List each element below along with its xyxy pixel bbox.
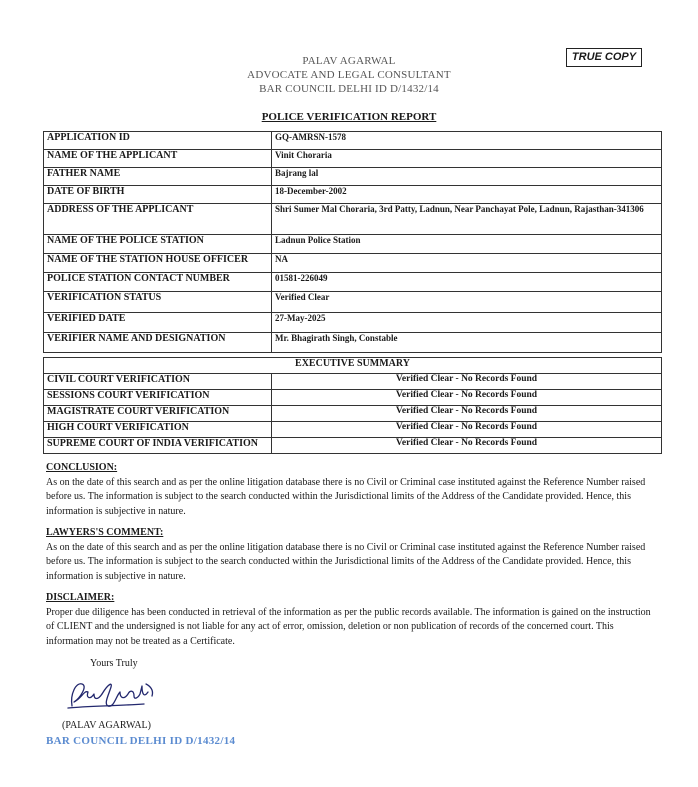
- table-row: [44, 292, 662, 313]
- detail-label: ADDRESS OF THE APPLICANT: [44, 204, 272, 235]
- table-row: [44, 333, 662, 353]
- detail-label: APPLICATION ID: [44, 132, 272, 150]
- disclaimer-text: Proper due diligence has been conducted in retrieval of the information as per the public records available. The information is gained on the instruction of CLIENT and the undersigned is not liable for any act of error, omission, deletion or non publication of records of the concerned court. This information may not be treated as a Certificate.: [46, 606, 651, 647]
- yours-truly: Yours Truly: [90, 658, 138, 669]
- detail-label: VERIFIER NAME AND DESIGNATION: [44, 333, 272, 353]
- summary-value: Verified Clear - No Records Found: [272, 406, 662, 422]
- report-title-text: POLICE VERIFICATION REPORT: [261, 111, 437, 123]
- table-row: [44, 406, 662, 422]
- detail-value: Mr. Bhagirath Singh, Constable: [272, 333, 662, 353]
- summary-header: EXECUTIVE SUMMARY: [44, 358, 662, 374]
- detail-label: DATE OF BIRTH: [44, 186, 272, 204]
- detail-value: Bajrang lal: [272, 168, 662, 186]
- detail-label: VERIFICATION STATUS: [44, 292, 272, 313]
- summary-value: Verified Clear - No Records Found: [272, 438, 662, 454]
- letterhead-bar-id: BAR COUNCIL DELHI ID D/1432/14: [259, 83, 439, 95]
- letterhead-name: PALAV AGARWAL: [302, 55, 396, 67]
- detail-value: 27-May-2025: [272, 313, 662, 333]
- signature-image: [64, 676, 160, 716]
- letterhead: [0, 54, 698, 96]
- lawyers-comment-section: [46, 526, 658, 584]
- disclaimer-heading: DISCLAIMER:: [46, 592, 115, 603]
- table-row: [44, 254, 662, 273]
- summary-value: Verified Clear - No Records Found: [272, 374, 662, 390]
- letterhead-title: ADVOCATE AND LEGAL CONSULTANT: [247, 69, 451, 81]
- table-row: [44, 235, 662, 254]
- table-row: [44, 204, 662, 235]
- executive-summary-table: [43, 357, 662, 454]
- table-row: [44, 390, 662, 406]
- table-row: [44, 358, 662, 374]
- true-copy-stamp: TRUE COPY: [566, 48, 642, 67]
- detail-label: NAME OF THE STATION HOUSE OFFICER: [44, 254, 272, 273]
- detail-label: POLICE STATION CONTACT NUMBER: [44, 273, 272, 292]
- lawyers-comment-heading: LAWYERS'S COMMENT:: [46, 527, 164, 538]
- table-row: [44, 168, 662, 186]
- detail-value: 18-December-2002: [272, 186, 662, 204]
- detail-label: NAME OF THE POLICE STATION: [44, 235, 272, 254]
- detail-value: NA: [272, 254, 662, 273]
- table-row: [44, 150, 662, 168]
- summary-label: SUPREME COURT OF INDIA VERIFICATION: [44, 438, 272, 454]
- lawyers-comment-text: As on the date of this search and as per the online litigation database there is no Civil or Criminal case instituted against the Reference Number raised before us. The information is subject to the search conducted within the Jurisdictional limits of the Address of the Candidate provided. Hence, this information is subjective in nature.: [46, 541, 646, 582]
- table-row: [44, 273, 662, 292]
- detail-value: Verified Clear: [272, 292, 662, 313]
- disclaimer-section: [46, 591, 658, 649]
- conclusion-heading: CONCLUSION:: [46, 462, 118, 473]
- signatory-name: (PALAV AGARWAL): [62, 720, 151, 731]
- table-row: [44, 438, 662, 454]
- detail-value: Vinit Chorariа: [272, 150, 662, 168]
- summary-value: Verified Clear - No Records Found: [272, 390, 662, 406]
- table-row: [44, 132, 662, 150]
- summary-value: Verified Clear - No Records Found: [272, 422, 662, 438]
- report-title: [0, 111, 698, 124]
- table-row: [44, 186, 662, 204]
- detail-value: GQ-AMRSN-1578: [272, 132, 662, 150]
- table-row: [44, 374, 662, 390]
- detail-label: FATHER NAME: [44, 168, 272, 186]
- detail-value: Shri Sumer Mal Choraria, 3rd Patty, Ladnun, Near Panchayat Pole, Ladnun, Rajasthan-341306: [272, 204, 662, 235]
- detail-label: VERIFIED DATE: [44, 313, 272, 333]
- summary-label: MAGISTRATE COURT VERIFICATION: [44, 406, 272, 422]
- detail-value: 01581-226049: [272, 273, 662, 292]
- summary-label: SESSIONS COURT VERIFICATION: [44, 390, 272, 406]
- summary-label: CIVIL COURT VERIFICATION: [44, 374, 272, 390]
- conclusion-text: As on the date of this search and as per the online litigation database there is no Civil or Criminal case instituted against the Reference Number raised before us. The information is subject to the search conducted within the Jurisdictional limits of the Address of the Candidate provided. Hence, this information is subjective in nature.: [46, 476, 646, 517]
- table-row: [44, 422, 662, 438]
- detail-value: Ladnun Police Station: [272, 235, 662, 254]
- table-row: [44, 313, 662, 333]
- signatory-bar-id: BAR COUNCIL DELHI ID D/1432/14: [46, 735, 236, 747]
- details-table: [43, 131, 662, 353]
- detail-label: NAME OF THE APPLICANT: [44, 150, 272, 168]
- conclusion-section: [46, 461, 658, 519]
- summary-label: HIGH COURT VERIFICATION: [44, 422, 272, 438]
